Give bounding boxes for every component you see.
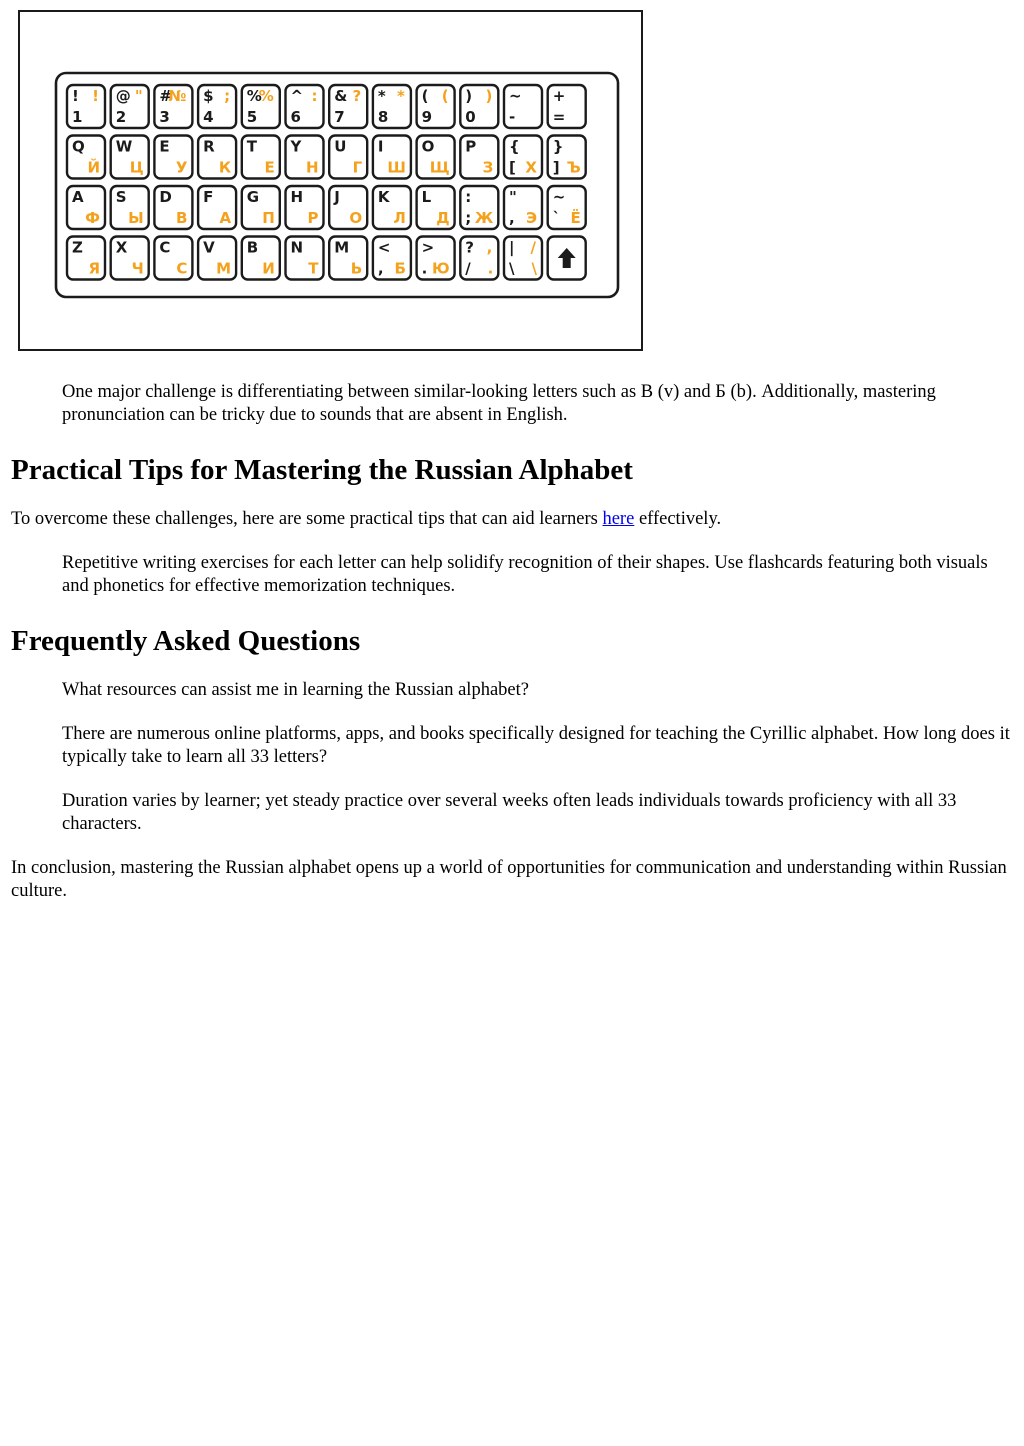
key-legend-top: $ [203,87,214,105]
key-legend-top: { [509,137,520,156]
here-link[interactable]: here [602,509,635,529]
key-legend-bottom: 6 [290,108,301,126]
key-legend-ru: Я [88,259,100,278]
key-legend-ru: У [175,158,188,177]
key-legend-ru: С [176,259,188,278]
key-legend-ru: Ц [129,158,144,177]
key-legend-ru-top: , [486,238,493,257]
tips-heading: Practical Tips for Mastering the Russian Alphabet [11,454,633,486]
key-legend-top: K [377,188,390,206]
key-legend-ru: Ь [350,259,363,278]
key-legend-top: M [334,238,350,257]
key-legend-ru-top: ( [441,87,449,105]
key-legend-ru: Ч [131,259,144,278]
tips-intro-tail: effectively. [634,509,722,529]
key-legend-top: Z [72,238,83,257]
conclusion-paragraph: In conclusion, mastering the Russian alphabet opens up a world of opportunities for communication and understanding within Russian culture. [11,858,1007,901]
key-legend-top: Y [290,137,302,156]
key-legend-bottom: \ [509,259,515,278]
key-legend-top: H [290,188,304,206]
key-legend-bottom: - [509,108,516,126]
key-legend-top: > [421,238,435,257]
key-legend-bottom: 0 [465,108,476,126]
key-legend-top: P [465,137,477,156]
key-legend-top: V [203,238,215,257]
key-legend-ru: Т [308,259,319,278]
key-legend-top: @ [115,87,131,105]
key-legend-top: * [377,87,386,105]
key-legend-ru: Б [394,259,406,278]
key-legend-bottom: 4 [203,108,214,126]
key-legend-ru-top: % [258,87,274,105]
key-legend-ru: Л [393,209,406,227]
key-legend-bottom: 8 [377,108,389,126]
tips-paragraph: Repetitive writing exercises for each letter can help solidify recognition of their shapes. Use flashcards featuring both visuals and phonetics for effective memorization techniques. [62,553,988,596]
key-legend-top: D [159,188,172,206]
key-legend-top: F [203,188,214,206]
key-legend-ru: Ё [570,209,581,227]
key-legend-top: & [334,87,348,105]
key-legend-ru-top: * [397,87,405,105]
key-legend-top: ~ [509,87,522,105]
key-legend-top: N [290,238,304,257]
key-legend-ru: Х [525,158,537,177]
key-legend-bottom: ] [552,158,560,177]
faq-answer-2: Duration varies by learner; yet steady practice over several weeks often leads individuals towards proficiency with all 33 characters. [62,791,957,834]
key-legend-top: R [203,137,215,156]
key-legend-top: I [377,137,384,156]
key-legend-top: ~ [552,188,566,206]
key-legend-bottom: / [465,259,471,278]
key-legend-ru: Э [525,209,537,227]
keyboard-key [548,237,586,280]
key-legend-ru-top: " [134,87,143,105]
key-legend-top: X [115,238,128,257]
key-legend-bottom: 1 [72,108,83,126]
key-legend-ru: Ю [431,259,450,278]
key-legend-bottom: , [377,259,384,278]
key-legend-bottom: ; [465,209,472,227]
key-legend-ru: К [218,158,232,177]
key-legend-ru-top: № [168,87,187,105]
key-legend-bottom: 3 [159,108,170,126]
key-legend-top: # [159,87,172,105]
key-legend-top: } [552,137,564,156]
key-legend-top: ( [421,87,429,105]
key-legend-ru: Е [264,158,275,177]
key-legend-top: ? [465,238,475,257]
key-legend-top: G [246,188,260,206]
key-legend-bottom: 9 [421,108,433,126]
key-legend-top: W [115,137,133,156]
key-legend-top: E [159,137,170,156]
faq-heading: Frequently Asked Questions [11,625,361,657]
key-legend-ru: Ъ [566,158,581,177]
key-legend-ru: . [487,259,494,278]
key-legend-ru: Ш [387,158,406,177]
key-legend-ru: \ [531,259,537,278]
key-legend-ru: А [219,209,232,227]
key-legend-bottom: 5 [246,108,258,126]
key-legend-ru: Ы [128,209,144,227]
key-legend-top: U [334,137,347,156]
key-legend-bottom: 2 [115,108,127,126]
tips-intro-text: To overcome these challenges, here are some practical tips that can aid learners [11,509,603,529]
key-legend-top: | [509,238,515,257]
key-legend-ru: Р [307,209,319,227]
key-legend-top: " [509,188,517,206]
key-legend-ru: В [175,209,188,227]
key-legend-ru-top: / [530,238,536,257]
key-legend-ru: Й [87,158,100,177]
keyboard-illustration [18,10,643,351]
key-legend-top: % [246,87,262,105]
key-legend-bottom: = [552,108,566,126]
key-legend-ru: Н [305,158,319,177]
key-legend-ru: Ж [474,209,494,227]
key-legend-bottom: . [421,259,428,278]
challenge-paragraph: One major challenge is differentiating between similar-looking letters such as В (v) and Б (b). Additionally, mastering pronunciation can be tricky due to sounds that are absent in English. [62,382,936,425]
key-legend-top: ) [465,87,473,105]
key-legend-ru: Д [436,209,450,227]
key-legend-top: O [421,137,435,156]
key-legend-bottom: [ [509,158,516,177]
key-legend-ru: Щ [429,158,450,177]
key-legend-ru-top: ) [485,87,493,105]
key-legend-bottom: ` [552,209,561,227]
key-legend-top: S [115,188,127,206]
key-legend-ru: О [349,209,363,227]
key-legend-ru: П [262,209,275,227]
key-legend-ru: М [216,259,232,278]
key-legend-top: Q [72,137,85,156]
key-legend-top: B [246,238,259,257]
tips-intro-paragraph [11,508,1016,531]
key-legend-ru: Г [352,158,363,177]
key-legend-top: ! [72,87,79,105]
key-legend-ru: З [482,158,494,177]
key-legend-top: : [465,188,472,206]
key-legend-bottom: 7 [334,108,345,126]
key-legend-bottom: , [509,209,515,227]
key-legend-top: C [159,238,171,257]
key-legend-ru: Ф [85,209,100,227]
key-legend-ru-top: ; [224,87,231,105]
key-legend-top: + [552,87,566,105]
faq-question-1: What resources can assist me in learning the Russian alphabet? [62,680,529,700]
faq-answer-1: There are numerous online platforms, apps, and books specifically designed for teaching the Cyrillic alphabet. How long does it typically take to learn all 33 letters? [62,724,1010,767]
key-legend-top: ^ [290,87,304,105]
key-legend-top: T [246,137,258,156]
key-legend-ru: И [262,259,275,278]
key-legend-ru-top: ? [352,87,362,105]
article-body [11,381,1016,924]
key-legend-top: J [334,188,340,206]
key-legend-top: A [72,188,84,206]
key-legend-ru-top: : [311,87,318,105]
key-legend-top: L [421,188,432,206]
key-legend-ru-top: ! [92,87,99,105]
key-legend-top: < [377,238,391,257]
keyboard-drawing [20,12,641,349]
